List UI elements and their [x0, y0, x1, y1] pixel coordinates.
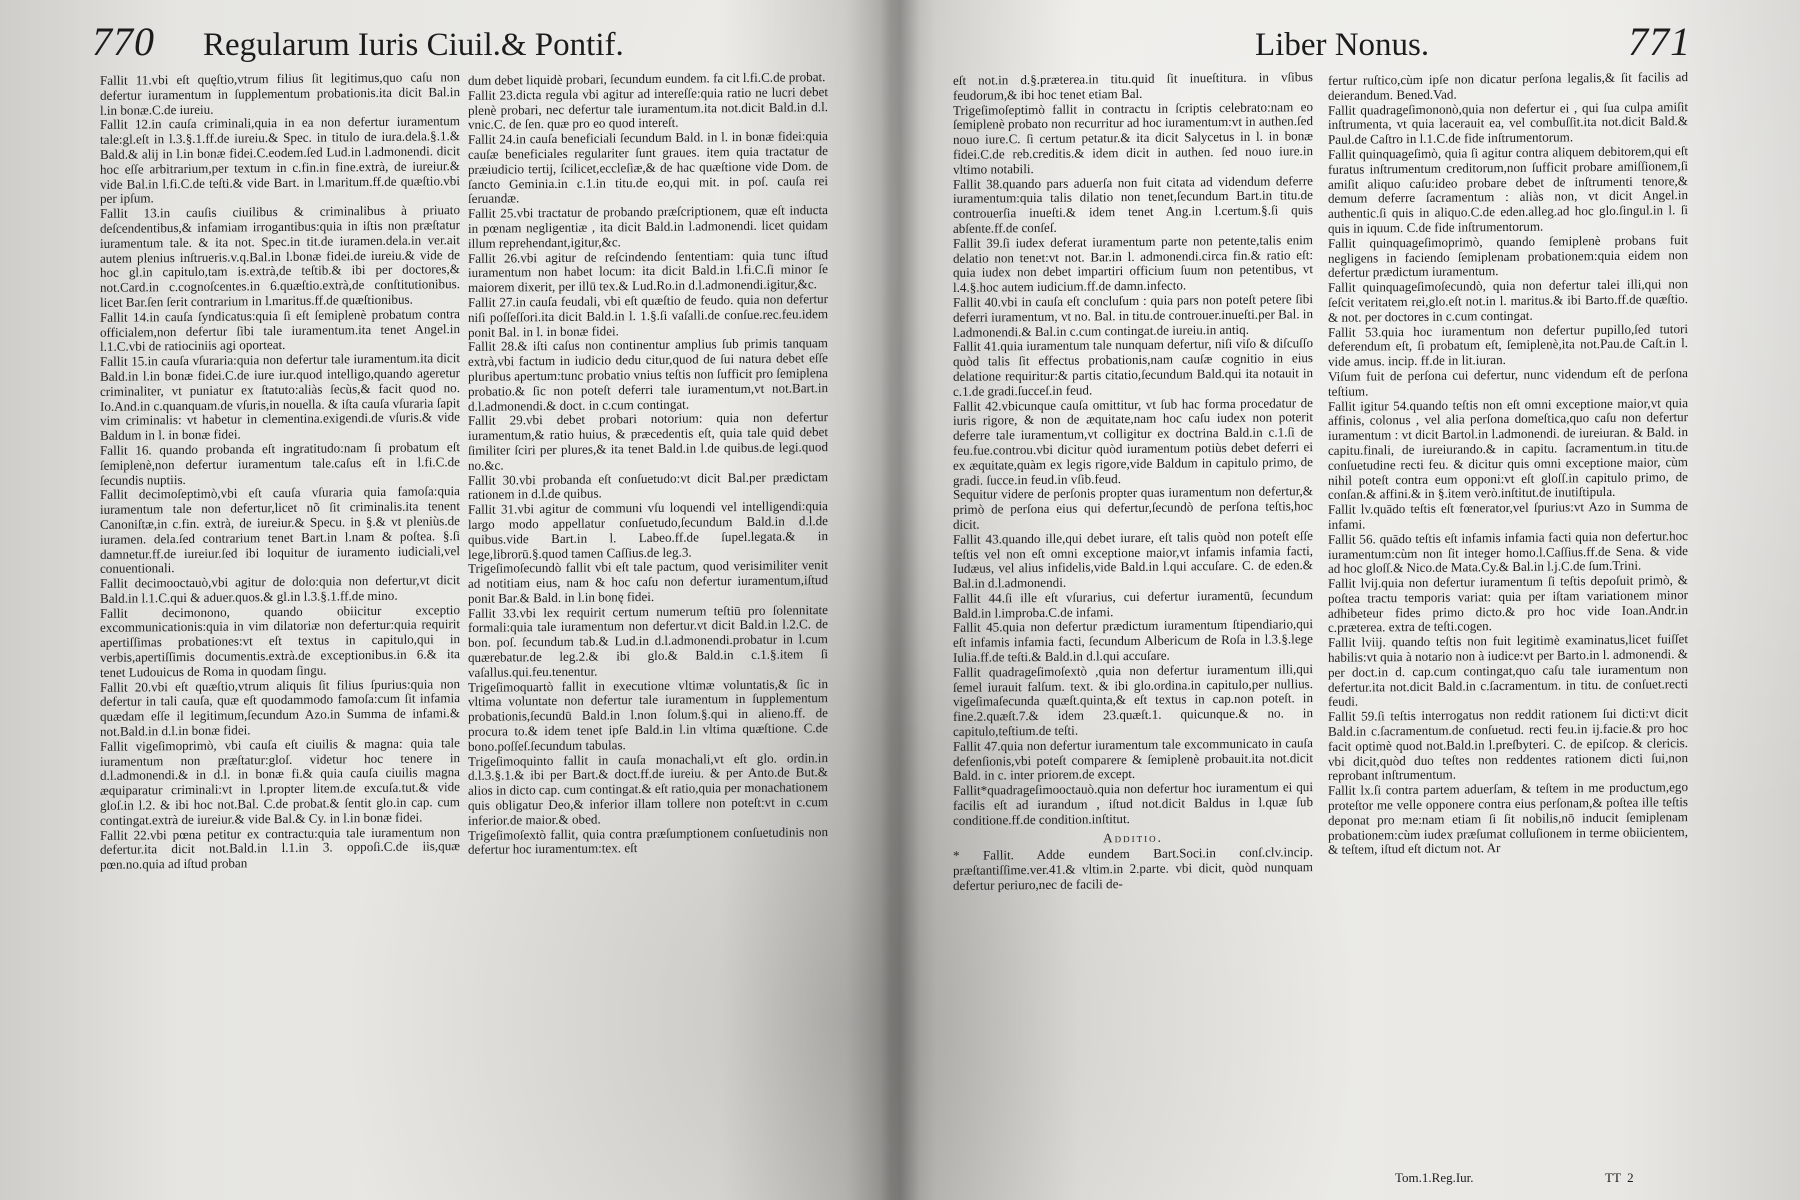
paragraph: Fallit 33.vbi lex requirit certum numerum teſtiū pro ſolennitate formali:quia tale iuramentum non defertur.vt dicit Bald.in l.2.C. de bon. poſ. ſecundum tab.& Lud.in d.l.admonendi.probatur in l.cum quærebatur.de leg.2.& ibi glo.& Bald.in c.1.§.item ſi vaſallus.qui.feu.tenentur.: [468, 601, 828, 680]
paragraph: * Fallit. Adde eundem Bart.Soci.in conſ.clv.incip. præſtantiſſime.ver.41.& vltim.in 2.parte. vbi dicit, quòd nunquam defertur periuro,nec de facili de-: [953, 844, 1313, 893]
paragraph: Fallit 45.quia non defertur prædictum iuramentum ſtipendiario,qui eſt infamis infamia facti, ſecundum Albericum de Roſa in l.3.§.lege Iulia.ff.de teſti.& Bald.in d.l.qui accuſare.: [953, 616, 1313, 665]
text-column: [468, 70, 828, 858]
paragraph: dum debet liquidè probari, ſecundum eundem. fa cit l.fi.C.de probat.: [468, 69, 826, 88]
paragraph: Fallit lx.ſi contra partem aduerſam, & teſtem in me productum,ego proteſtor me velle opponere contra eius perſonam,& poſtea ille teſtis deponat pro me:nam etiam ſi ſit nobilis,nō inducit ſemiplenam probationem:cùm iudex præſumat colluſionem in terme obiicientem, & teſtem, iſtud eſt dictum not. Ar: [1328, 779, 1688, 858]
paragraph: Trigeſimoquartò fallit in executione vltimæ voluntatis,& ſic in vltima voluntate non defertur tale iuramentum in ſupplementum probationis,ſecundū Bald.in l.non ſolum.§.qui in alieno.ff. de procura to.& idem tenet ipſe Bald.in l.in vltima quæſtione. C.de bono.poſſeſ.ſecundum tabulas.: [468, 675, 828, 754]
paragraph: Fallit quinquageſimoſecundò, quia non defertur talei illi,qui non ſeſcit veritatem rei,glo.eſt not.in l. maritus.& ibi Barto.ff.de quæſtio. & not. per doctores in c.cum contingat.: [1328, 276, 1688, 325]
paragraph: Fallit 47.quia non defertur iuramentum tale excommunicato in cauſa defenſionis,vbi poteſt comparere & ſemiplenè probauit.ita not.dicit Bald. in c. inter priorem.de except.: [953, 734, 1313, 784]
paragraph: Fallit 26.vbi agitur de reſcindendo ſententiam: quia tunc iſtud iuramentum non habet locum: ita dicit Bald.in l.fi.C.ſi minor ſe maiorem dixerit, per illū tex.& Lud.Ro.in d.l.admonendi.igitur,&c.: [468, 246, 828, 296]
paragraph: Fallit 20.vbi eſt quæſtio,vtrum aliquis ſit filius ſpurius:quia non defertur in tali cauſa, quæ eſt quodammodo famoſa:cum ſit infamia quædam eſſe il legitimum,ſecundum Azo.in Summa de infami.& not.Bald.in d.l.in bonæ fidei.: [100, 675, 460, 739]
paragraph: Fallit 24.in cauſa beneficiali ſecundum Bald. in l. in bonæ fidei:quia cauſæ beneficiales regulariter ſunt graues. item quia tractatur de præiudicio tertij, ſcilicet,eccleſiæ,& de hac quæſtione vide Dom. de ſancto Geminia.in c.1.in titu.de eo,qui mit. in poſ. cauſa rei ſeruandæ.: [468, 128, 828, 207]
paragraph: Fallit lviij. quando teſtis non fuit legitimè examinatus,licet fuiſſet habilis:vt quia à notario non à iudice:vt per Barto.in l. admonendi. & per doct.in d. cap.cum contingat,quo caſu tale iuramentum non defertur.ita not.dicit Bald.in c.ſacramentum. in titu. de conſuet.recti feudi.: [1328, 631, 1688, 710]
paragraph: Sequitur videre de perſonis propter quas iuramentum non defertur,& primò de perſona eius qui defertur,ſecundò de perſona teſtis,hoc dicit.: [953, 483, 1313, 532]
paragraph: Fallit 41.quia iuramentum tale nunquam defertur, niſi viſo & diſcuſſo quòd talis ſit effectus probationis,nam cauſæ cognitio in eius delatione requiritur:& partis citatio,ſecundum Bald.qui ita notauit in c.1.de gradi.ſucceſ.in feud.: [953, 335, 1313, 399]
paragraph: Fallit 44.ſi ille eſt vſurarius, cui defertur iuramentū, ſecundum Bald.in l.improba.C.de infami.: [953, 587, 1313, 621]
paragraph: Fallit 42.vbicunque cauſa omittitur, vt ſub hac forma procedatur de iuris rigore, & non de æquitate,nam hoc caſu iudex non poterit deferre tale iuramentum,vt colligitur ex doctrina Bald.in c.1.ſi de feu.fue.controu.vbi dicitur quòd iuramentum potiùs debet deferri ei ex æquitate,quàm ex legis rigore,vide Baldum in capitulo primo, de gradi. ſucce.in feud.in vſib.feud.: [953, 394, 1313, 488]
paragraph: Fallit 22.vbi pœna petitur ex contractu:quia tale iuramentum non defertur.ita dicit not.Bald.in l.1.in 3. oppoſi.C.de iis,quæ pœn.no.quia ad iſtud proban: [100, 823, 460, 873]
right-page-header: [1255, 18, 1691, 65]
paragraph: Fallit 43.quando ille,qui debet iurare, eſt talis quòd non poteſt eſſe teſtis vel non eſt omni exceptione maior,vt infamis infamia facti, Iudæus, vel alius infidelis,vide Bald.in l.qui accuſare. C. de eden.& Bal.in d.l.admonendi.: [953, 527, 1313, 591]
paragraph: Fallit 28.& iſti caſus non continentur amplius ſub primis tanquam extrà,vbi factum in iudicio dedu citur,quod de ſui natura debet eſſe pluribus apertum:tunc probatio vnius teſtis non ſufficit pro ſemiplena probatio.& ſic non poteſt deferri tale iuramentum,vt not.Bart.in d.l.admonendi.& doct. in c.cum contingat.: [468, 335, 828, 414]
paragraph: fertur ruſtico,cùm ipſe non dicatur perſona legalis,& ſit facilis ad deierandum. Bened.Vad.: [1328, 69, 1688, 103]
paragraph: Fallit quadrageſimononò,quia non defertur ei , qui ſua culpa amiſit inſtrumenta, vt quia lacerauit ea, vel combuſſit.ita not.dicit Bald.& Paul.de Caſtro in l.1.C.de fide inſtrumentorum.: [1328, 98, 1688, 148]
paragraph: Fallit 15.in cauſa vſuraria:quia non defertur tale iuramentum.ita dicit Bald.in l.in bonæ fidei.C.de iure iur.quod intelligo,quando ageretur criminaliter, vt puniatur ex ſtatuto:aliàs ſecùs,& facit quod no. Io.And.in c.quanquam.de vſuris,in nouella. & iſta cauſa vſuraria ſapit vim criminalis: vt habetur in clementina.exigendi.de vſuris.& vide Baldum in l. in bonæ fidei.: [100, 350, 460, 444]
paragraph: Fallit 59.ſi teſtis interrogatus non reddit rationem ſui dicti:vt dicit Bald.in c.ſacramentum.de conſuetud. recti feu.in ij.facie.& pro hoc facit optimè quod not.Bald.in l.preſbyteri. C. de epiſcop. & clericis. vbi dicit,quòd duo teſtes non reddentes rationem dicti ſui,non reprobant inſtrumentum.: [1328, 705, 1688, 784]
paragraph: Fallit 13.in cauſis ciuilibus & criminalibus à priuato deſcendentibus,& infamiam irrogantibus:quia in iſtis non præſtatur iuramentum tale. & ita not. Spec.in tit.de iuramen.dela.in ver.ait autem plenius inſtrueris.v.q.Bal.in l.bonæ fidei.de iureiu.& vide de hoc gl.in capitulo,tam is.extrà,de teſtib.& ibi per doctores,& not.Card.in c.cognoſcentes.in 6.quæſtio.extrà,de conſtitutionibus. licet Bar.ſen ſerit contrarium in l.maritus.ff.de quæſtionibus.: [100, 202, 460, 310]
left-page-header: [92, 18, 624, 65]
paragraph: Fallit lvij.quia non defertur iuramentum ſi teſtis depoſuit primò, & poſtea tractu temporis variat: quia per iſtam variationem minor adhibeteur fides primo dicto.& pro hoc vide Ioan.Andr.in c.præterea. extra de teſti.cogen.: [1328, 572, 1688, 636]
running-head: Regularum Iuris Ciuil.& Pontif.: [203, 27, 624, 63]
paragraph: Trigeſimoſeptimò fallit in contractu in ſcriptis celebrato:nam eo ſemiplenè probato non recurritur ad hoc iuramentum:vt in authen.ſed nouo iure.C. ſi certum petatur.& ita dicit Salycetus in l. in bonæ fidei.C.de reb.creditis.& idem dicit in authen. ſed nouo iure.in vltimo notabili.: [953, 98, 1313, 177]
paragraph: Fallit decimoſeptimò,vbi eſt cauſa vſuraria quia famoſa:quia iuramentum tale non defertur,licet nõ ſit criminalis.ita tenent Canoniſtæ,in c.fin. extrà, de iureiur.& Specu. in §.& vt pleniùs.de iuramen. dela.ſed contrarium tenet Bart.in l.nam & poſtea. §.ſi damnetur.ff.de iureiur.ſed ibi loquitur de iuramento iudiciali,vel conuentionali.: [100, 483, 460, 577]
paragraph: Fallit 27.in cauſa feudali, vbi eſt quæſtio de feudo. quia non defertur niſi poſſeſſori.ita dicit Bald.in l. 1.§.ſi vaſalli.de conſue.rec.feu.idem ponit Bal. in l. in bonæ fidei.: [468, 291, 828, 340]
paragraph: Fallit quinquageſimoprimò, quando ſemiplenè probans fuit negligens in faciendo ſemiplenam probationem:quia eidem non defertur prædictum iuramentum.: [1328, 231, 1688, 281]
paragraph: Fallit 16. quando probanda eſt ingratitudo:nam ſi probatum eſt ſemiplenè,non defertur iuramentum tale.caſus eſt in l.fi.C.de ſecundis nuptiis.: [100, 439, 460, 488]
paragraph: Fallit 14.in cauſa ſyndicatus:quia ſi eſt ſemiplenè probatum contra officialem,non defertur ſibi tale iuramentum.ita tenet Angel.in l.1.C.vbi de ratiociniis agi oporteat.: [100, 305, 460, 355]
paragraph: Fallit quinquageſimò, quia ſi agitur contra aliquem debitorem,qui eſt furatus inſtrumentum creditorum,non ſufficit probare amiſſionem,ſi amiſit aliquo caſu:ideo probare debet de inſtrumenti tenore,& demum deferre ſacramentum : aliàs non, vt dicit Angel.in authentic.ſi quis in aliquo.C.de eden.alleg.ad hoc glo.ſingul.in l. ſi quis in iquum. C.de fide inſtrumentorum.: [1328, 143, 1688, 236]
paragraph: Fallit quadrageſimoſextò ,quia non defertur iuramentum illi,qui ſemel iurauit falſum. text. & ibi glo.ordina.in capitulo,per nullius. vigeſimaſecunda quæſt.quinta,& eſt textus in cap.non poteſt. in fine.2.quæſt.7.& idem 23.quæſt.1. quicunque.& no. in capitulo,teſtium.de teſti.: [953, 660, 1313, 739]
paragraph: Fallit 11.vbi eſt quęſtio,vtrum filius ſit legitimus,quo caſu non defertur iuramentum in ſupplementum probationis.ita dicit Bal.in l.in bonæ.C.de iureiu.: [100, 69, 460, 118]
paragraph: Fallit 29.vbi debet probari notorium: quia non defertur iuramentum,& ratio huius, & præcedentis eſt, quia tale quid debet ſimiliter ſciri per plures,& ita tenet Bald.in l.de quibus.de legi.quod no.&c.: [468, 409, 828, 473]
paragraph: Fallit decimonono, quando obiicitur exceptio excommunicationis:quia in vim dilatoriæ non defertur:quia requirit apertiſſimas probationes:vt eſt textus in capitulo,qui in verbis,apertiſſimis documentis.extrà.de exceptionibus.in 6.& ita tenet Ludouicus de Roma in quodam ſingu.: [100, 601, 460, 680]
page-number: 770: [92, 19, 155, 64]
paragraph: Fallit vigeſimoprimò, vbi cauſa eſt ciuilis & magna: quia tale iuramentum non præſtatur:gloſ. videtur hoc tenere in d.l.admonendi.& in d.l. in bonæ fi.& quia cauſa ciuilis magna æquiparatur criminali:vt in l.propter litem.de excuſa.tut.& vide gloſ.in l.2. & ibi hoc not.Bal. C.de probat.& ſentit glo.in cap. cum contingat.extrà de iureiur.& vide Bal.& Cy. in l.in bonæ fidei.: [100, 734, 460, 828]
paragraph: Trigeſimoſextò fallit, quia contra præſumptionem conſuetudinis non defertur hoc iuramentum:tex. eſt: [468, 823, 828, 858]
running-head: Liber Nonus.: [1255, 27, 1430, 63]
left-page: [0, 0, 895, 1200]
paragraph: Fallit 31.vbi agitur de communi vſu loquendi vel intelligendi:quia largo modo appellatur conſuetudo,ſecundum Bald.in d.l.de quibus.vide Bart.in l. Labeo.ff.de ſupel.legata.& in lege,librorū.§.quod tamen Caſſius.de leg.3.: [468, 498, 828, 562]
addition-heading: Additio.: [1103, 829, 1163, 845]
paragraph: Fallit 40.vbi in cauſa eſt concluſum : quia pars non poteſt petere ſibi deferri iuramentum, vt no. Bal. in titu.de controuer.inueſti.per Bal. in l.admonendi.& Bal.in c.cum contingat.de iureiu.in antiq.: [953, 291, 1313, 340]
paragraph: eſt not.in d.§.præterea.in titu.quid ſit inueſtitura. in vſibus feudorum,& ibi hoc tenet etiam Bal.: [953, 69, 1313, 103]
paragraph: Fallit 56. quādo teſtis eſt infamis infamia facti quia non defertur.hoc iuramentum:cùm non ſit integer homo.l.Caſſius.ff.de Sena. & vide ad hoc gloſſ.& Nico.de Mata.Cy.& Bal.in l.j.C.de ſum.Trini.: [1328, 527, 1688, 577]
paragraph: Fallit 39.ſi iudex deferat iuramentum parte non petente,talis enim delatio non tenet:vt not. Bar.in l. admonendi.circa fin.& ratio eſt: quia iudex non debet impartiri officium ſuum non petentibus, vt l.4.§.hoc autem iudicium.ff.de damn.infecto.: [953, 231, 1313, 296]
paragraph: Fallit 38.quando pars aduerſa non fuit citata ad videndum deferre iuramentum:quia talis dilatio non tenet,ſecundum Bart.in titu.de controuerſia inueſti.& idem tenet Ang.in l.certum.§.ſi quis abſente.ff.de conſeſ.: [953, 172, 1313, 236]
paragraph: Fallit decimooctauò,vbi agitur de dolo:quia non defertur,vt dicit Bald.in l.1.C.qui & aduer.quos.& gl.in l.3.§.1.ff.de mino.: [100, 572, 460, 606]
footer-gathering-mark: TT 2: [1605, 1170, 1634, 1185]
paragraph: Fallit lv.quādo teſtis eſt fœnerator,vel ſpurius:vt Azo in Summa de infami.: [1328, 498, 1688, 532]
right-page: [905, 0, 1800, 1200]
text-column: [100, 70, 460, 873]
paragraph: Fallit 25.vbi tractatur de probando præſcriptionem, quæ eſt inducta in pœnam negligentiæ , ita dicit Bald.in l.admonendi. licet quidam illum reprehendant,igitur,&c.: [468, 202, 828, 251]
paragraph: Fallit igitur 54.quando teſtis non eſt omni exceptione maior,vt quia affinis, colonus , vel alia perſona domeſtica,quo caſu non defertur iuramentum : vt dicit Bartol.in l.admonendi. de iureiuran. & Bald. in capitu.finali, de iureiurando.& in capitu. ſacramentum.in titu.de conſuetudine recti feu. & dicitur quis omni exceptione maior, cùm nihil poteſt contra eum opponi:vt eſt gloſſ.in capitulo primo, de conſan.& affini.& in §.item verò.inſtitut.de inutiſtipula.: [1328, 394, 1688, 503]
paragraph: Fallit 12.in cauſa criminali,quia in ea non defertur iuramentum tale:gl.eſt in l.3.§.1.ff.de iureiu.& Spec. in titulo de iura.dela.§.1.& Bald.& alij in l.in bonæ fidei.C.eodem.ſed Lud.in l.admonendi. dicit hoc eſſe arbitrarium,per textum in c.fin.in fine.extrà, de iureiur.& vide Bal.in l.fi.C.de teſti.& vide Bart. in l.maritum.ff.de quæſtio.vbi per ipſum.: [100, 113, 460, 207]
page-number: 771: [1628, 19, 1692, 64]
paragraph: Trigeſimoquinto fallit in cauſa monachali,vt eſt glo. ordin.in d.l.3.§.1.& ibi per Bart.& doct.ff.de iureiu. & per Anto.de But.& alios in dicto cap. cum contingat.& eſt ratio,quia per monachationem quis obligatur Deo,& inferior illam tollere non poteſt:vt in c.cum inferior.de maior.& obed.: [468, 749, 828, 828]
paragraph: Fallit 30.vbi probanda eſt conſuetudo:vt dicit Bal.per prædictam rationem in d.l.de quibus.: [468, 468, 828, 503]
text-column: [953, 70, 1313, 894]
paragraph: Fallit*quadrageſimooctauò.quia non defertur hoc iuramentum ei qui facilis eſt ad iurandum , iſtud not.dicit Baldus in l.quæ ſub conditione.ff.de condition.inſtitut.: [953, 779, 1313, 828]
paragraph: Viſum fuit de perſona cui defertur, nunc videndum eſt de perſona teſtium.: [1328, 365, 1688, 399]
text-column: [1328, 70, 1688, 858]
footer-signature: Tom.1.Reg.Iur.: [1395, 1170, 1474, 1185]
paragraph: Trigeſimoſecundò fallit vbi eſt tale pactum, quod verisimiliter venit ad notitiam eius, nam & hoc caſu non defertur iuramentum,iſtud ponit Bar.& Bald. in l.in bonę fidei.: [468, 557, 828, 606]
paragraph: Fallit 53.quia hoc iuramentum non defertur pupillo,ſed tutori deferendum eſt, ſi probatum eſt, ſemiplenè,ita not.Pau.de Caſt.in l. vide amus. incip. ff.de in lit.iuran.: [1328, 320, 1688, 370]
paragraph: Fallit 23.dicta regula vbi agitur ad intereſſe:quia ratio ne lucri debet plenè probari, nec defertur tale iuramentum.ita not.dicit Bald.in d.l. vnic.C. de ſen. quæ pro eo quod intereſt.: [468, 83, 828, 133]
